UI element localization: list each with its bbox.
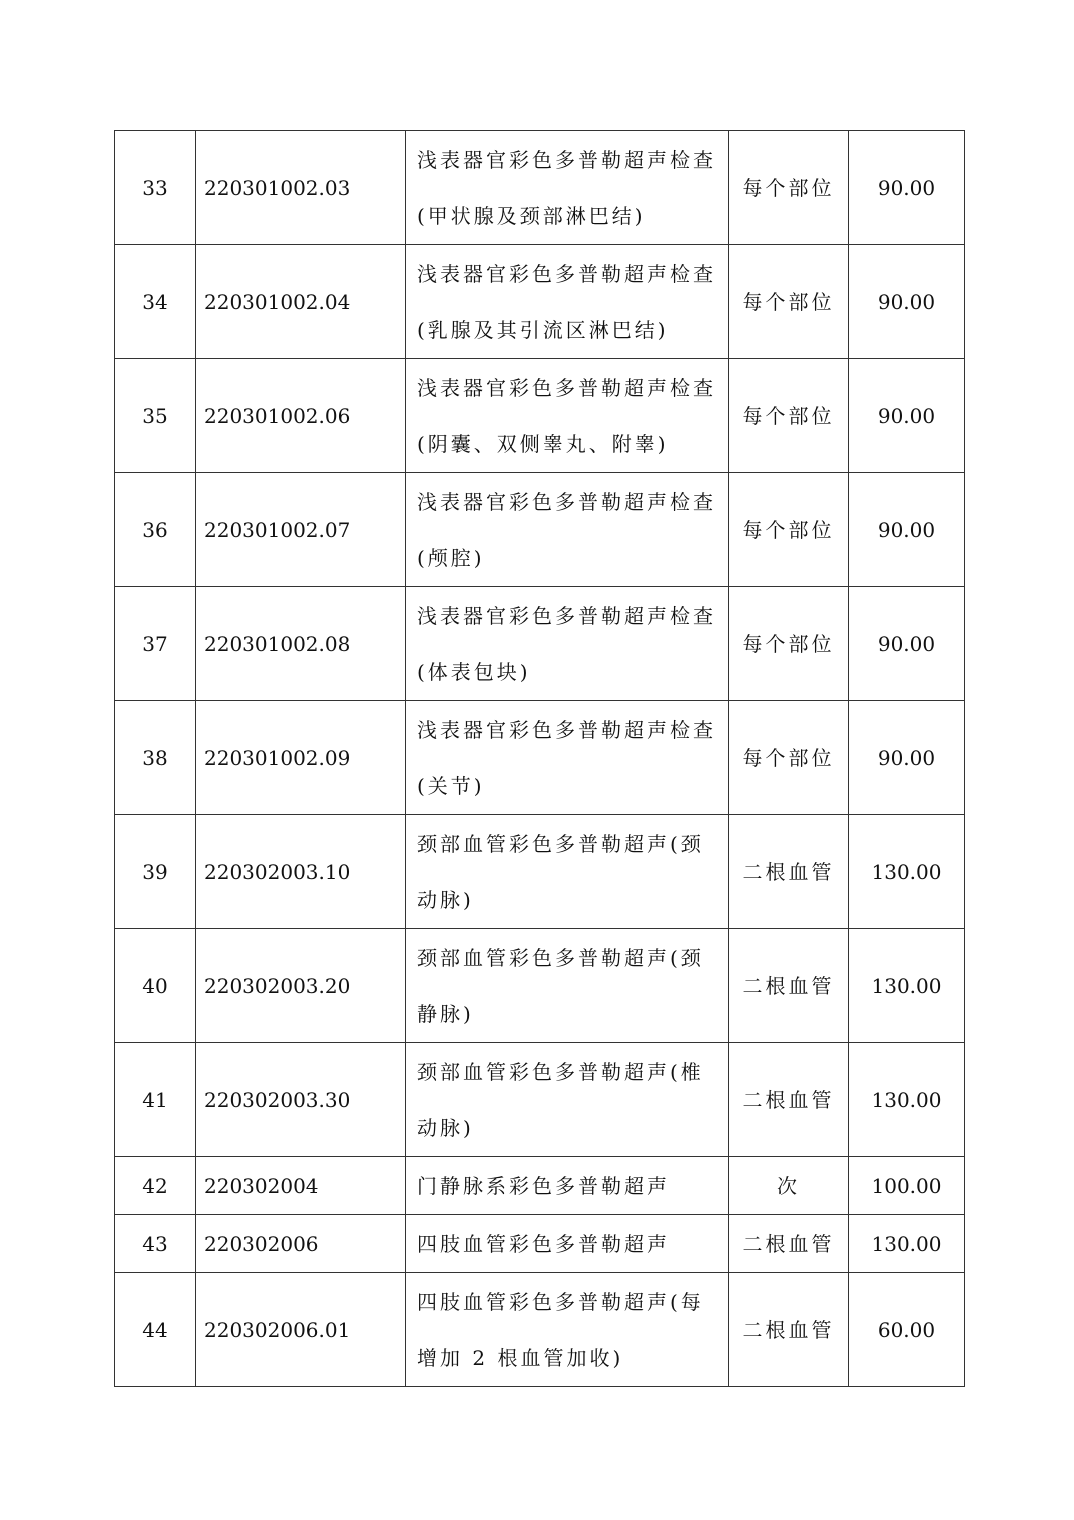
item-code: 220301002.06 xyxy=(196,359,406,473)
table-row xyxy=(115,131,965,245)
item-price: 90.00 xyxy=(849,587,965,701)
item-name: 浅表器官彩色多普勒超声检查(关节) xyxy=(417,717,716,798)
table-row xyxy=(115,1215,965,1273)
item-name: 浅表器官彩色多普勒超声检查(体表包块) xyxy=(417,603,716,684)
item-unit: 每个部位 xyxy=(729,359,849,473)
item-unit: 二根血管 xyxy=(729,1273,849,1387)
item-price: 130.00 xyxy=(849,1215,965,1273)
item-code: 220302003.20 xyxy=(196,929,406,1043)
row-number: 36 xyxy=(115,473,196,587)
item-code: 220301002.04 xyxy=(196,245,406,359)
item-unit: 每个部位 xyxy=(729,701,849,815)
table-row xyxy=(115,1043,965,1157)
item-name: 浅表器官彩色多普勒超声检查(颅腔) xyxy=(417,489,716,570)
table-row xyxy=(115,1273,965,1387)
table-row xyxy=(115,359,965,473)
row-number: 33 xyxy=(115,131,196,245)
item-price: 130.00 xyxy=(849,1043,965,1157)
item-code: 220301002.03 xyxy=(196,131,406,245)
table-row xyxy=(115,815,965,929)
row-number: 42 xyxy=(115,1157,196,1215)
item-unit: 二根血管 xyxy=(729,1215,849,1273)
item-name: 浅表器官彩色多普勒超声检查(甲状腺及颈部淋巴结) xyxy=(417,147,716,228)
item-price: 90.00 xyxy=(849,131,965,245)
table-row xyxy=(115,245,965,359)
item-name: 浅表器官彩色多普勒超声检查(阴囊、双侧睾丸、附睾) xyxy=(417,375,716,456)
row-number: 34 xyxy=(115,245,196,359)
table-row xyxy=(115,701,965,815)
item-price: 90.00 xyxy=(849,473,965,587)
row-number: 44 xyxy=(115,1273,196,1387)
item-name: 颈部血管彩色多普勒超声(颈静脉) xyxy=(417,945,704,1026)
table-row xyxy=(115,587,965,701)
item-unit: 二根血管 xyxy=(729,1043,849,1157)
row-number: 39 xyxy=(115,815,196,929)
item-unit: 每个部位 xyxy=(729,473,849,587)
item-unit: 每个部位 xyxy=(729,131,849,245)
item-price: 130.00 xyxy=(849,815,965,929)
item-name: 四肢血管彩色多普勒超声(每增加 2 根血管加收) xyxy=(417,1289,704,1370)
item-code: 220302006.01 xyxy=(196,1273,406,1387)
item-unit: 每个部位 xyxy=(729,587,849,701)
item-code: 220301002.09 xyxy=(196,701,406,815)
item-name: 颈部血管彩色多普勒超声(颈动脉) xyxy=(417,831,704,912)
table-row xyxy=(115,1157,965,1215)
item-code: 220302004 xyxy=(196,1157,406,1215)
item-unit: 每个部位 xyxy=(729,245,849,359)
table-row xyxy=(115,473,965,587)
item-name: 浅表器官彩色多普勒超声检查(乳腺及其引流区淋巴结) xyxy=(417,261,716,342)
item-unit: 二根血管 xyxy=(729,815,849,929)
item-name: 颈部血管彩色多普勒超声(椎动脉) xyxy=(417,1059,704,1140)
item-name: 四肢血管彩色多普勒超声 xyxy=(417,1231,670,1256)
row-number: 37 xyxy=(115,587,196,701)
item-price: 100.00 xyxy=(849,1157,965,1215)
item-price: 90.00 xyxy=(849,359,965,473)
item-name: 门静脉系彩色多普勒超声 xyxy=(417,1173,670,1198)
item-price: 90.00 xyxy=(849,701,965,815)
row-number: 38 xyxy=(115,701,196,815)
item-code: 220301002.08 xyxy=(196,587,406,701)
item-unit: 二根血管 xyxy=(729,929,849,1043)
item-code: 220301002.07 xyxy=(196,473,406,587)
row-number: 41 xyxy=(115,1043,196,1157)
item-unit: 次 xyxy=(729,1157,849,1215)
row-number: 35 xyxy=(115,359,196,473)
table-row xyxy=(115,929,965,1043)
item-code: 220302003.30 xyxy=(196,1043,406,1157)
row-number: 40 xyxy=(115,929,196,1043)
fee-table xyxy=(114,130,965,1387)
item-price: 60.00 xyxy=(849,1273,965,1387)
item-code: 220302006 xyxy=(196,1215,406,1273)
item-code: 220302003.10 xyxy=(196,815,406,929)
item-price: 90.00 xyxy=(849,245,965,359)
row-number: 43 xyxy=(115,1215,196,1273)
item-price: 130.00 xyxy=(849,929,965,1043)
